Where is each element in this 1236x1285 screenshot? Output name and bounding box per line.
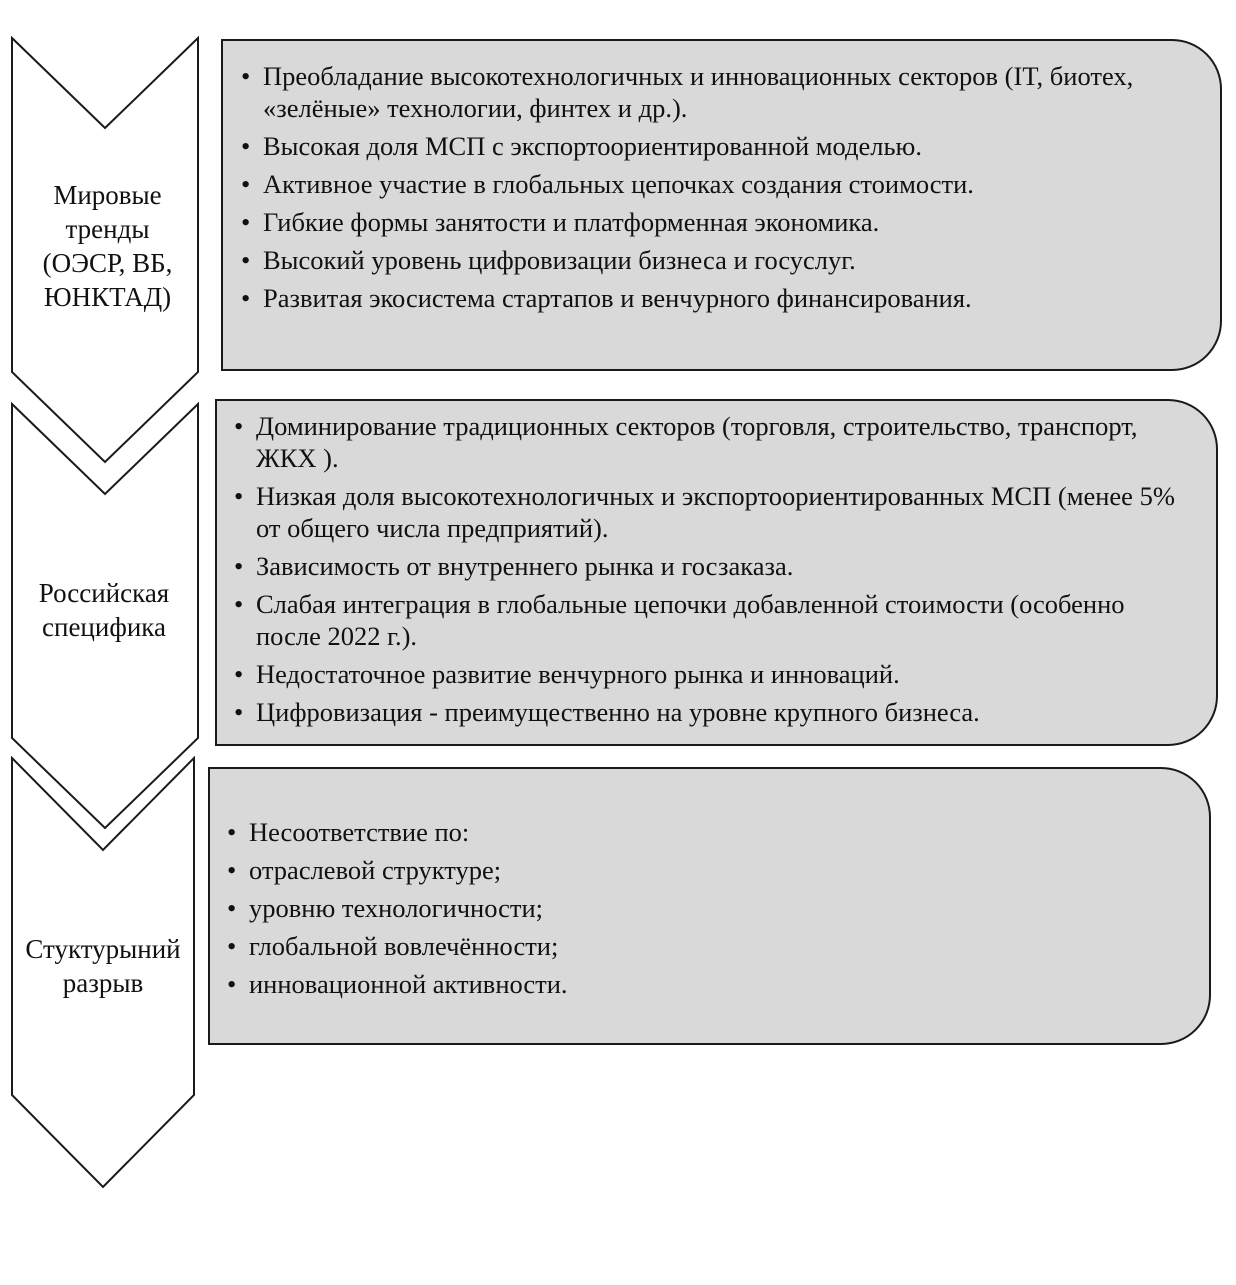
stage-1-label-line: ЮНКТАД)	[43, 282, 172, 312]
list-item: • Гибкие формы занятости и платформенная экономика.	[241, 206, 1180, 238]
stage-1-box	[221, 39, 1222, 371]
stage-1-label-line: тренды	[65, 214, 150, 244]
list-item: • Слабая интеграция в глобальные цепочки добавленной стоимости (особенно после 2022 г.).	[234, 588, 1176, 652]
stage-3-label-line: разрыв	[62, 968, 144, 998]
stage-2-label-line: специфика	[42, 612, 166, 642]
stage-3-box	[208, 767, 1211, 1045]
list-item: • Цифровизация - преимущественно на уровне крупного бизнеса.	[234, 696, 1176, 728]
stage-1-list	[241, 60, 1180, 314]
stage-3-list	[227, 816, 1169, 1000]
stage-2-list	[234, 410, 1176, 728]
list-item: • Низкая доля высокотехнологичных и экспортоориентированных МСП (менее 5% от общего числа предприятий).	[234, 480, 1176, 544]
list-item: • Доминирование традиционных секторов (торговля, строительство, транспорт, ЖКХ ).	[234, 410, 1176, 474]
list-item: • Недостаточное развитие венчурного рынка и инноваций.	[234, 658, 1176, 690]
list-item: • Активное участие в глобальных цепочках создания стоимости.	[241, 168, 1180, 200]
stage-1-label-line: Мировые	[53, 180, 162, 210]
stage-1-label-line: (ОЭСР, ВБ,	[42, 248, 173, 278]
stage-2-label	[14, 576, 194, 644]
stage-2-label-line: Российская	[38, 578, 170, 608]
list-item: • Высокий уровень цифровизации бизнеса и госуслуг.	[241, 244, 1180, 276]
stage-2-box	[215, 399, 1218, 746]
list-item: • Высокая доля МСП с экспортоориентированной моделью.	[241, 130, 1180, 162]
list-item: • уровню технологичности;	[227, 892, 1169, 924]
list-item: • Преобладание высокотехнологичных и инновационных секторов (IT, биотех, «зелёные» технологии, финтех и др.).	[241, 60, 1180, 124]
stage-3-label	[12, 932, 194, 1000]
stage-1-label	[20, 178, 195, 314]
stage-3-label-line: Стуктурыний	[25, 934, 181, 964]
list-item: • глобальной вовлечённости;	[227, 930, 1169, 962]
list-item: • отраслевой структуре;	[227, 854, 1169, 886]
list-item: • инновационной активности.	[227, 968, 1169, 1000]
list-item: • Развитая экосистема стартапов и венчурного финансирования.	[241, 282, 1180, 314]
list-item: • Несоответствие по:	[227, 816, 1169, 848]
list-item: • Зависимость от внутреннего рынка и госзаказа.	[234, 550, 1176, 582]
